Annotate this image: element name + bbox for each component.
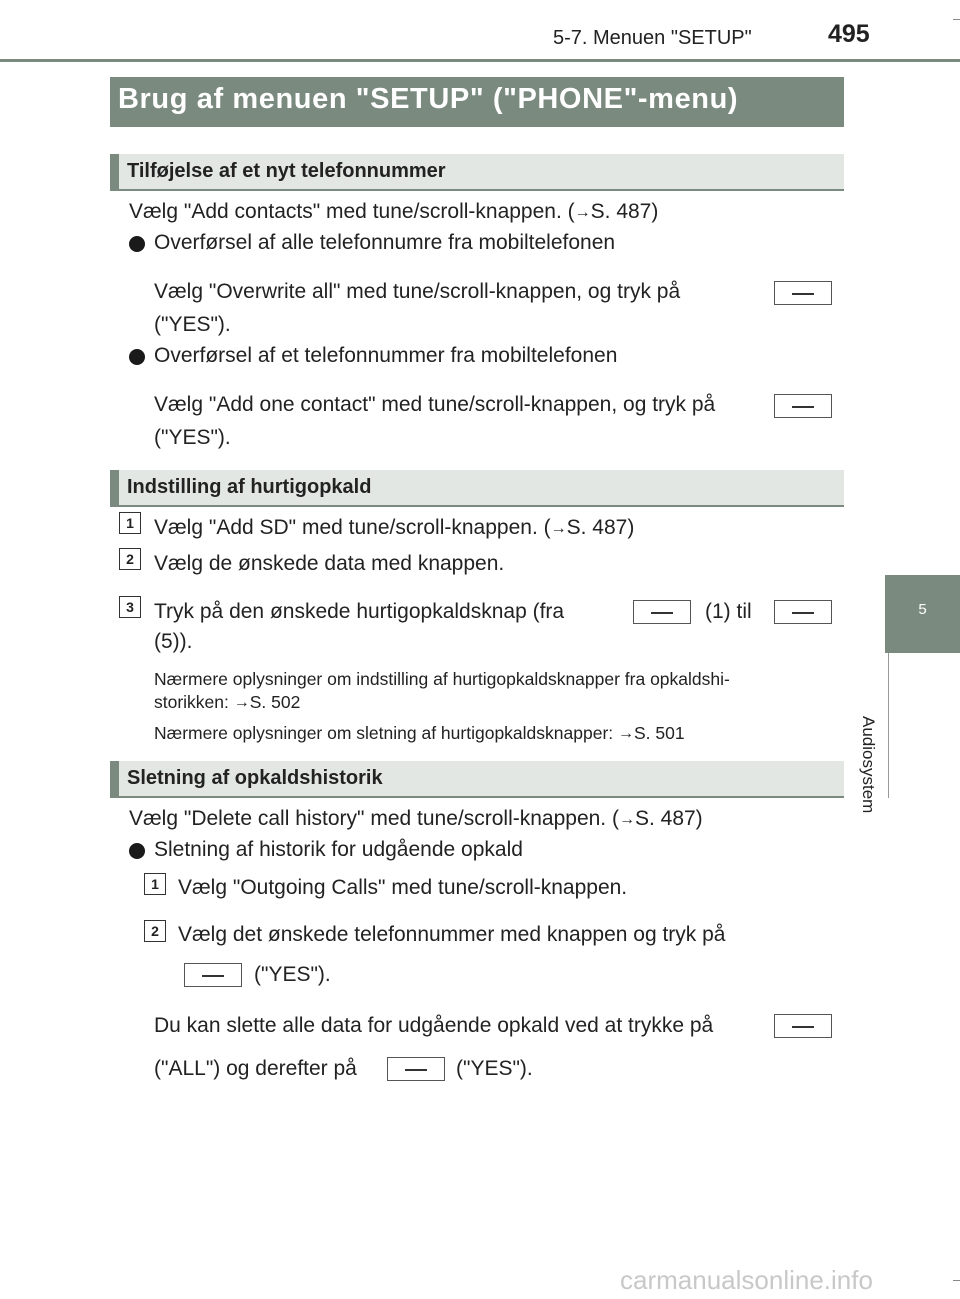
step-number-badge: 1: [144, 873, 166, 895]
step-text: Vælg de ønskede data med knappen.: [154, 552, 505, 575]
button-symbol-icon: [774, 394, 832, 418]
running-header: 5-7. Menuen "SETUP": [553, 27, 752, 49]
arrow-right-icon: →: [574, 204, 591, 221]
arrow-right-icon: →: [550, 520, 567, 537]
step-number-badge: 2: [119, 548, 141, 570]
bullet-text: Sletning af historik for udgående opkald: [154, 838, 523, 861]
step-text: Vælg det ønskede telefonnummer med knappen og tryk på: [178, 923, 726, 946]
section-header-bar: [110, 470, 119, 507]
button-symbol-icon: [184, 963, 242, 987]
instruction-text: Vælg "Add one contact" med tune/scroll-knappen, og tryk på: [154, 393, 716, 416]
note-text: [154, 723, 685, 744]
intro-text: Vælg "Add contacts" med tune/scroll-knappen. (: [129, 200, 575, 223]
page-number: 495: [828, 20, 870, 48]
step-number-badge: 3: [119, 596, 141, 618]
step-text: [154, 516, 634, 540]
bullet-icon: [129, 843, 145, 859]
bullet-text: Overførsel af et telefonnummer fra mobiltelefonen: [154, 344, 618, 367]
button-symbol-icon: [774, 1014, 832, 1038]
section-heading: Sletning af opkaldshistorik: [127, 767, 383, 789]
crop-mark: [953, 19, 960, 20]
section-header-speed-dial: [110, 470, 844, 507]
section-heading: Indstilling af hurtigopkald: [127, 476, 372, 498]
bullet-text: Overførsel af alle telefonnumre fra mobiltelefonen: [154, 231, 616, 254]
intro-text: Vælg "Delete call history" med tune/scroll-knappen. (: [129, 807, 619, 830]
button-symbol-icon: [633, 600, 691, 624]
step-text: Vælg "Outgoing Calls" med tune/scroll-knappen.: [178, 876, 628, 899]
crop-mark: [953, 1280, 960, 1281]
note-text: [154, 692, 300, 713]
section-header-bar: [110, 761, 119, 798]
chapter-tab-number: 5: [918, 601, 927, 618]
page-reference: S. 487): [634, 807, 703, 830]
button-symbol-icon: [774, 281, 832, 305]
bullet-icon: [129, 349, 145, 365]
button-symbol-icon: [387, 1057, 445, 1081]
section-header-bar: [110, 154, 119, 191]
page-title-bar: [110, 77, 844, 127]
arrow-right-icon: →: [233, 694, 250, 711]
instruction-text: ("YES").: [154, 313, 231, 336]
page-reference: S. 487): [566, 516, 635, 539]
section-header-delete-history: [110, 761, 844, 798]
page-title: Brug af menuen "SETUP" ("PHONE"-menu): [118, 83, 739, 115]
page-reference: S. 501: [634, 723, 685, 743]
step-text-main: Vælg "Add SD" med tune/scroll-knappen. (: [154, 516, 551, 539]
chapter-tab-line: [888, 653, 889, 798]
instruction-text: Du kan slette alle data for udgående opkald ved at trykke på: [154, 1014, 714, 1037]
delete-history-intro: [129, 807, 703, 831]
step-text: ("YES").: [254, 963, 331, 986]
instruction-text: ("YES").: [154, 426, 231, 449]
step-text: (1) til: [705, 600, 752, 623]
step-text: Tryk på den ønskede hurtigopkaldsknap (fra: [154, 600, 565, 623]
button-symbol-icon: [774, 600, 832, 624]
header-rule: [0, 59, 960, 62]
step-text: (5)).: [154, 630, 193, 653]
page-reference: S. 487): [590, 200, 659, 223]
page-reference: S. 502: [249, 692, 301, 712]
bullet-icon: [129, 236, 145, 252]
instruction-text: Vælg "Overwrite all" med tune/scroll-knappen, og tryk på: [154, 280, 681, 303]
note-text: Nærmere oplysninger om indstilling af hurtigopkaldsknapper fra opkaldshi-: [154, 669, 730, 689]
instruction-text: ("ALL") og derefter på: [154, 1057, 357, 1080]
arrow-right-icon: →: [618, 725, 634, 742]
step-number-badge: 2: [144, 920, 166, 942]
note-text-main: Nærmere oplysninger om sletning af hurtigopkaldsknapper:: [154, 723, 618, 743]
instruction-text: ("YES").: [456, 1057, 533, 1080]
step-number-badge: 1: [119, 512, 141, 534]
note-text-main: storikken:: [154, 692, 234, 712]
add-number-intro: [129, 200, 658, 224]
arrow-right-icon: →: [618, 811, 635, 828]
chapter-tab-label: Audiosystem: [859, 716, 878, 814]
watermark: carmanualsonline.info: [620, 1265, 873, 1295]
section-header-add-number: [110, 154, 844, 191]
chapter-tab: [885, 575, 960, 653]
section-heading: Tilføjelse af et nyt telefonnummer: [127, 160, 446, 182]
